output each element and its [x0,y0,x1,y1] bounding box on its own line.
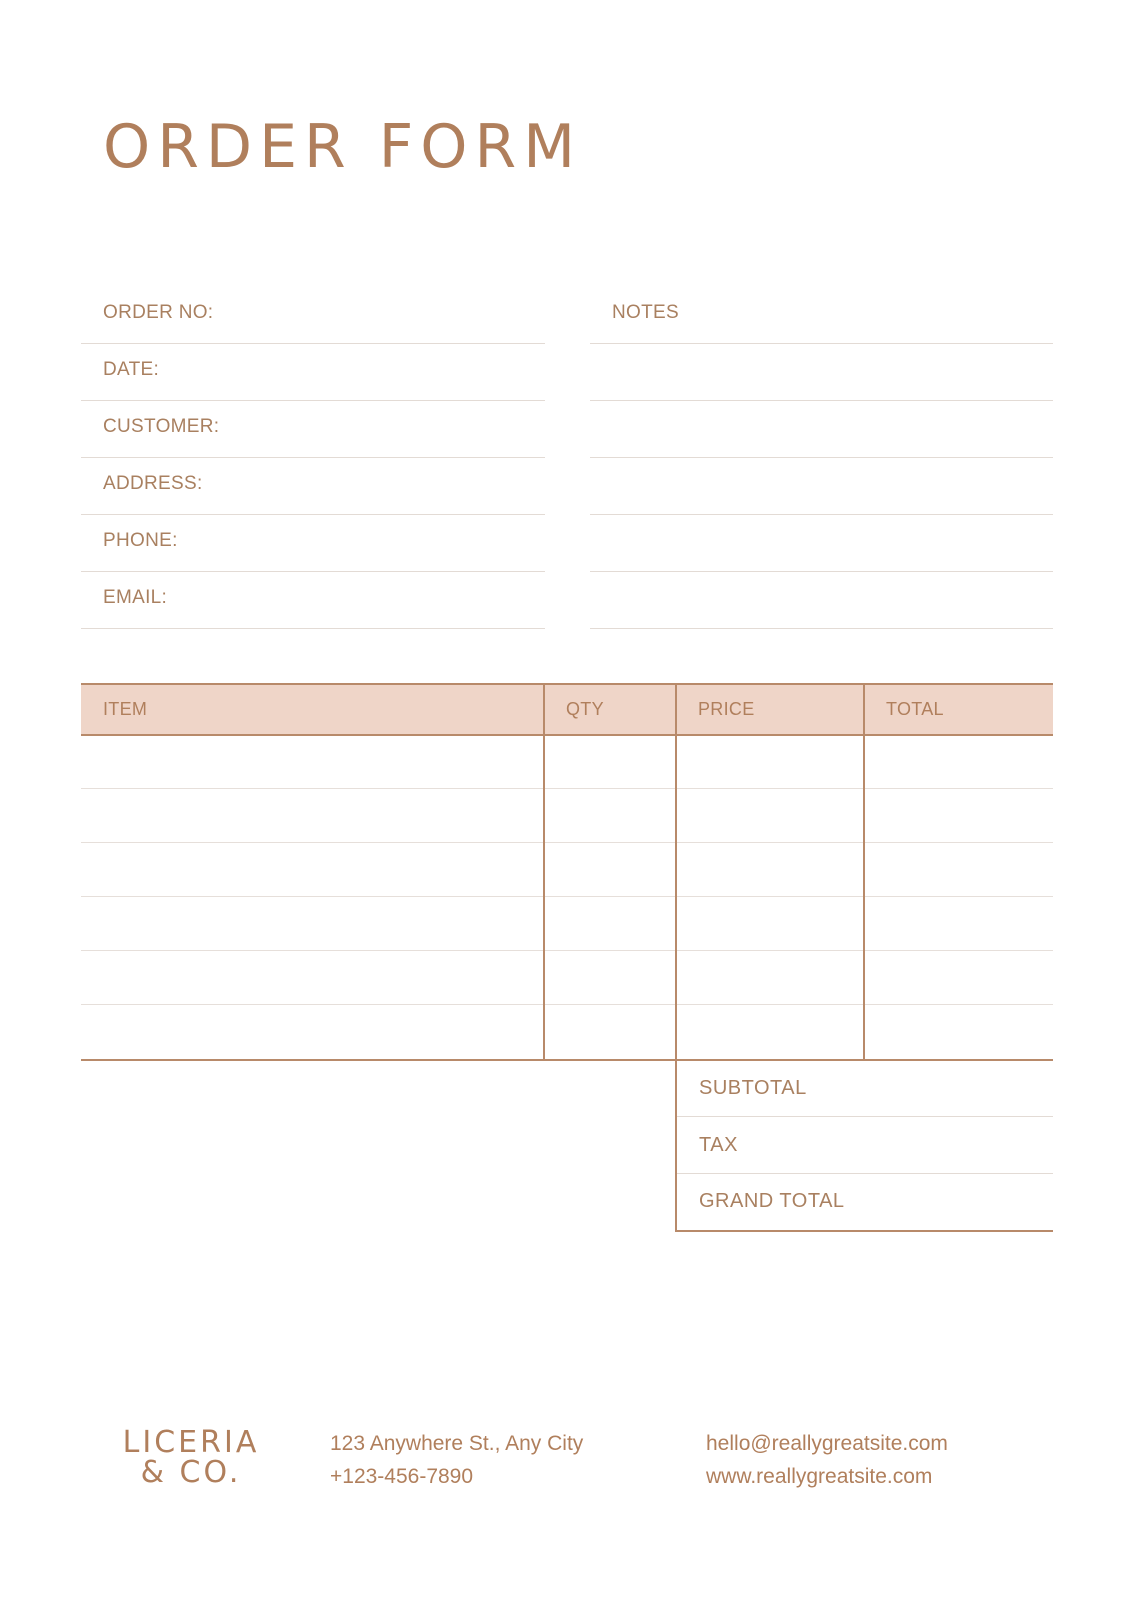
row-divider [81,1004,1053,1005]
row-divider [81,896,1053,897]
email-row[interactable] [81,572,545,629]
grand-total-label: GRAND TOTAL [699,1190,845,1212]
date-row[interactable] [81,344,545,401]
notes-line[interactable] [590,515,1053,572]
order-no-row[interactable] [81,287,545,344]
phone-text: +123-456-7890 [330,1465,474,1488]
grand-total-row[interactable] [677,1174,1053,1230]
address-text: 123 Anywhere St., Any City [330,1432,584,1455]
address-row[interactable] [81,458,545,515]
tax-row[interactable] [677,1118,1053,1174]
subtotal-label: SUBTOTAL [699,1077,807,1099]
website-link[interactable]: www.reallygreatsite.com [706,1465,933,1488]
items-table [81,683,1053,1061]
email-label: EMAIL: [103,587,168,608]
notes-line[interactable] [590,287,1053,344]
brand-logo: LICERIA & CO. [122,1425,260,1490]
header-item: ITEM [103,699,148,719]
order-no-label: ORDER NO: [103,302,214,323]
totals-box [675,1061,1053,1232]
notes-line[interactable] [590,401,1053,458]
notes-line[interactable] [590,344,1053,401]
column-divider [863,683,865,1061]
phone-label: PHONE: [103,530,178,551]
page-title: ORDER FORM [103,112,582,182]
address-label: ADDRESS: [103,473,203,494]
row-divider [81,950,1053,951]
notes-label: NOTES [612,302,679,323]
row-divider [81,788,1053,789]
customer-row[interactable] [81,401,545,458]
date-label: DATE: [103,359,160,380]
subtotal-row[interactable] [677,1061,1053,1117]
phone-row[interactable] [81,515,545,572]
customer-label: CUSTOMER: [103,416,220,437]
header-qty: QTY [566,699,604,719]
table-header [81,683,1053,736]
notes-line[interactable] [590,572,1053,629]
header-total: TOTAL [886,699,944,719]
contact-online [706,1427,948,1493]
row-divider [81,842,1053,843]
email-link[interactable]: hello@reallygreatsite.com [706,1432,948,1455]
contact-address [330,1427,583,1493]
header-price: PRICE [698,699,755,719]
column-divider [543,683,545,1061]
tax-label: TAX [699,1134,738,1156]
notes-line[interactable] [590,458,1053,515]
column-divider [675,683,677,1061]
